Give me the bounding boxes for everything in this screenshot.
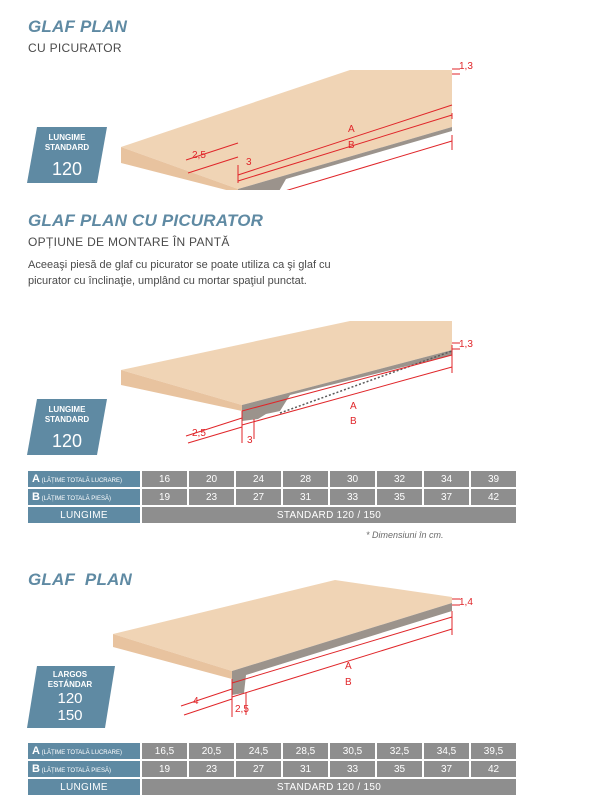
row-b-label-cell (28, 489, 140, 505)
dimensions-table-2 (26, 741, 518, 797)
badge-line1: LARGOS (52, 670, 88, 679)
section2-description: Aceeaşi piesă de glaf cu picurator se poate utiliza ca şi glaf cu picurator cu înclinaţie, umplând cu mortar spaţiul punctat. (28, 259, 331, 287)
row-b-value: 31 (283, 761, 328, 777)
dim-a: A (345, 661, 352, 672)
row-b-value: 33 (330, 761, 375, 777)
dim-a: A (348, 124, 355, 135)
row-b-value: 33 (330, 489, 375, 505)
dimensions-table-1 (26, 469, 518, 525)
row-a-value: 39 (471, 471, 516, 487)
row-b-value: 19 (142, 761, 187, 777)
length-label: LUNGIME (28, 779, 140, 795)
row-b-letter: B (32, 491, 40, 503)
row-a-value: 20,5 (189, 743, 234, 759)
row-a-label: (LĂȚIME TOTALĂ LUCRARE) (41, 478, 122, 484)
row-b-value: 27 (236, 761, 281, 777)
row-a-value: 30,5 (330, 743, 375, 759)
row-a-value: 24 (236, 471, 281, 487)
dim-drip: 3 (246, 157, 252, 168)
table-row-a (28, 471, 516, 487)
dim-left: 4 (193, 696, 199, 707)
row-b-value: 35 (377, 489, 422, 505)
section1-subtitle: CU PICURATOR (28, 41, 122, 55)
row-a-value: 16,5 (142, 743, 187, 759)
dim-top: 1,4 (459, 597, 473, 608)
dim-a: A (350, 401, 357, 412)
section2-title: GLAF PLAN CU PICURATOR (28, 211, 264, 230)
row-b-value: 37 (424, 489, 469, 505)
dim-b: B (348, 140, 355, 151)
badge-value: 120 (51, 159, 83, 179)
section3-title: GLAF PLAN (28, 570, 132, 589)
dim-top: 1,3 (459, 61, 473, 72)
length-badge-2 (27, 397, 107, 457)
badge-line2: ESTÁNDAR (47, 680, 93, 689)
table-row-a (28, 743, 516, 759)
row-a-label-cell (28, 743, 140, 759)
row-b-value: 42 (471, 761, 516, 777)
badge-line2: STANDARD (44, 143, 90, 152)
badge-value-1: 120 (57, 690, 83, 707)
row-b-label: (LĂȚIME TOTALĂ PIESĂ) (41, 496, 111, 502)
badge-line2: STANDARD (44, 415, 90, 424)
badge-line1: LUNGIME (48, 405, 86, 414)
table-row-b (28, 489, 516, 505)
row-a-label: (LĂȚIME TOTALĂ LUCRARE) (41, 750, 122, 756)
row-a-value: 32 (377, 471, 422, 487)
row-a-value: 32,5 (377, 743, 422, 759)
dim-b: B (345, 677, 352, 688)
row-b-value: 42 (471, 489, 516, 505)
row-a-label-cell (28, 471, 140, 487)
badge-line1: LUNGIME (48, 133, 86, 142)
length-badge-1 (27, 125, 107, 185)
table-row-length (28, 779, 516, 795)
dim-drip: 3 (247, 435, 253, 446)
section2-subtitle: OPȚIUNE DE MONTARE ÎN PANTĂ (28, 235, 230, 249)
row-b-letter: B (32, 763, 40, 775)
dim-left: 2,5 (192, 150, 206, 161)
row-a-letter: A (32, 745, 40, 757)
badge-value: 120 (51, 431, 83, 451)
length-value: STANDARD 120 / 150 (142, 507, 516, 523)
table-row-length (28, 507, 516, 523)
row-b-value: 23 (189, 761, 234, 777)
dim-top: 1,3 (459, 339, 473, 350)
dim-left: 2,5 (192, 428, 206, 439)
dim-b: B (350, 416, 357, 427)
length-label: LUNGIME (28, 507, 140, 523)
dimensions-note: * Dimensiuni în cm. (366, 530, 444, 540)
row-a-value: 20 (189, 471, 234, 487)
row-b-value: 35 (377, 761, 422, 777)
section1-title: GLAF PLAN (28, 17, 128, 36)
table-row-b (28, 761, 516, 777)
dim-drip: 2,5 (235, 704, 249, 715)
row-a-value: 39,5 (471, 743, 516, 759)
row-a-value: 34 (424, 471, 469, 487)
row-a-value: 34,5 (424, 743, 469, 759)
row-b-value: 19 (142, 489, 187, 505)
row-a-value: 24,5 (236, 743, 281, 759)
row-a-value: 16 (142, 471, 187, 487)
row-b-label-cell (28, 761, 140, 777)
row-a-letter: A (32, 473, 40, 485)
row-b-value: 23 (189, 489, 234, 505)
row-a-value: 30 (330, 471, 375, 487)
length-value: STANDARD 120 / 150 (142, 779, 516, 795)
length-badge-3 (27, 664, 115, 730)
row-b-value: 37 (424, 761, 469, 777)
badge-value-2: 150 (57, 707, 83, 724)
row-a-value: 28,5 (283, 743, 328, 759)
row-b-value: 27 (236, 489, 281, 505)
row-b-label: (LĂȚIME TOTALĂ PIESĂ) (41, 768, 111, 774)
row-b-value: 31 (283, 489, 328, 505)
row-a-value: 28 (283, 471, 328, 487)
